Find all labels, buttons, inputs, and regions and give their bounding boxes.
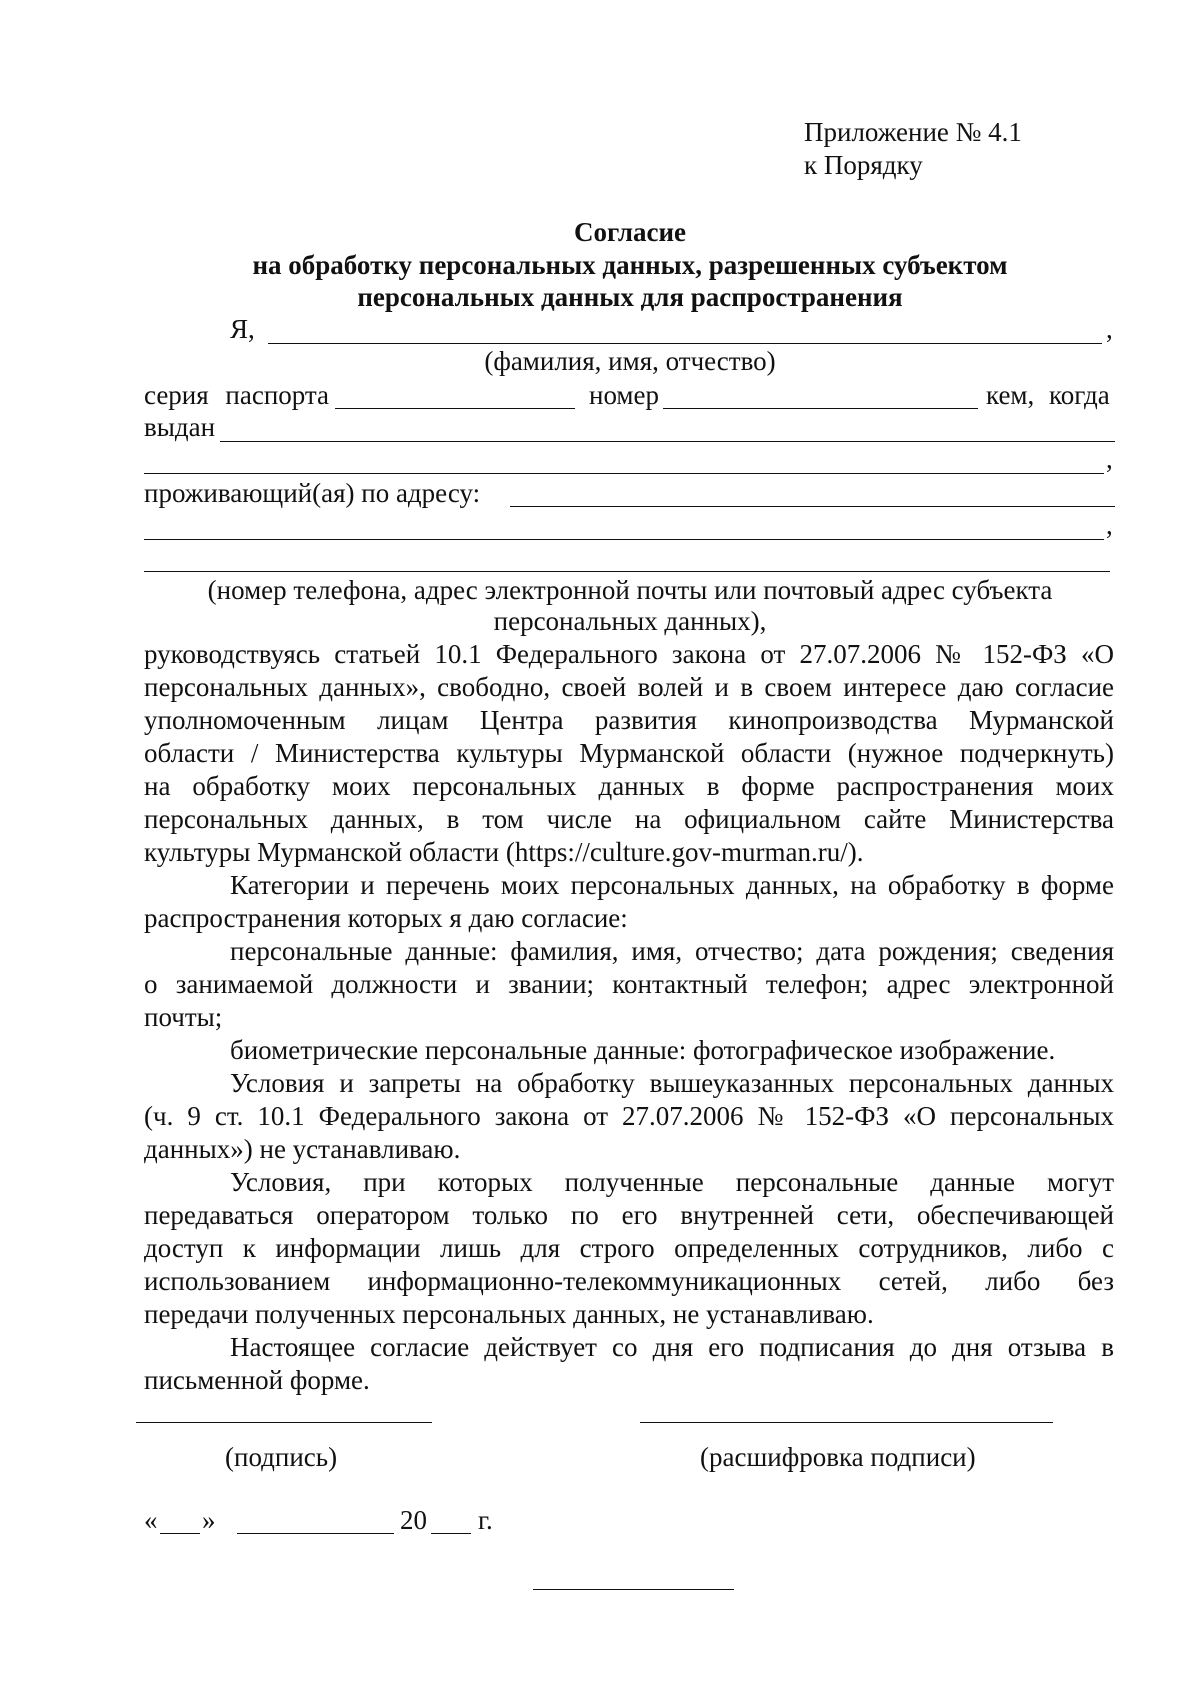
document-subtitle-line-1: на обработку персональных данных, разрешенных субъектом — [252, 250, 1008, 280]
contact-caption-line-2: персональных данных), — [493, 606, 767, 636]
signature-decoding-field[interactable] — [640, 1422, 1053, 1423]
document-subtitle-line-2: персональных данных для распространения — [357, 282, 903, 312]
passport-number-label: номер — [589, 380, 660, 410]
paragraph-line: Условия, при которых полученные персональные данные могут — [230, 1167, 1114, 1197]
issued-by-label: кем, когда — [986, 380, 1110, 410]
paragraph-line: данных») не устанавливаю. — [144, 1134, 461, 1164]
signature-field[interactable] — [136, 1422, 432, 1423]
paragraph-line: уполномоченным лицам Центра развития кинопроизводства Мурманской — [144, 705, 1114, 735]
issued-by-field-2[interactable] — [144, 473, 1104, 474]
paragraph-line: области / Министерства культуры Мурманской области (нужное подчеркнуть) — [144, 738, 1114, 768]
footer-separator — [533, 1589, 734, 1590]
paragraph-line: персональные данные: фамилия, имя, отчество; дата рождения; сведения — [230, 936, 1114, 966]
paragraph-line: биометрические персональные данные: фотографическое изображение. — [230, 1035, 1056, 1065]
document-title: Согласие — [573, 217, 687, 247]
date-close-quote: » — [202, 1505, 216, 1535]
signature-caption: (подпись) — [225, 1442, 338, 1472]
paragraph-line: персональных данных, в том числе на официальном сайте Министерства — [144, 804, 1114, 834]
address-field[interactable] — [510, 506, 1115, 507]
paragraph-line: Категории и перечень моих персональных данных, на обработку в форме — [230, 870, 1114, 900]
address-label: проживающий(ая) по адресу: — [144, 478, 481, 508]
address-comma: , — [1106, 510, 1113, 540]
date-open-quote: « — [144, 1505, 158, 1535]
paragraph-line: (ч. 9 ст. 10.1 Федерального закона от 27.07.2006 № 152-ФЗ «О персональных — [144, 1101, 1114, 1131]
fio-comma: , — [1106, 314, 1113, 344]
paragraph-line: культуры Мурманской области (https://culture.gov-murman.ru/). — [144, 837, 864, 867]
paragraph-line: письменной форме. — [144, 1365, 370, 1395]
contact-field[interactable] — [144, 571, 1110, 572]
appendix-reference: к Порядку — [804, 150, 923, 180]
paragraph-line: Настоящее согласие действует со дня его подписания до дня отзыва в — [230, 1332, 1114, 1362]
fio-field[interactable] — [268, 343, 1102, 344]
date-year-field[interactable] — [431, 1533, 471, 1534]
address-field-2[interactable] — [144, 539, 1104, 540]
paragraph-line: почты; — [144, 1002, 223, 1032]
paragraph-line: передачи полученных персональных данных, не устанавливаю. — [144, 1299, 874, 1329]
paragraph-line: распространения которых я даю согласие: — [144, 903, 628, 933]
paragraph-line: о занимаемой должности и звании; контактный телефон; адрес электронной — [144, 969, 1114, 999]
paragraph-line: руководствуясь статьей 10.1 Федерального закона от 27.07.2006 № 152-ФЗ «О — [144, 639, 1114, 669]
date-year-prefix: 20 — [400, 1505, 427, 1535]
appendix-number: Приложение № 4.1 — [804, 117, 1022, 147]
paragraph-line: передаваться оператором только по его внутренней сети, обеспечивающей — [144, 1200, 1114, 1230]
paragraph-line: персональных данных», свободно, своей волей и в своем интересе даю согласие — [144, 672, 1114, 702]
ya-label: Я, — [230, 314, 255, 344]
passport-series-label: серия паспорта — [144, 380, 330, 410]
paragraph-line: Условия и запреты на обработку вышеуказанных персональных данных — [230, 1068, 1114, 1098]
fio-caption: (фамилия, имя, отчество) — [484, 346, 776, 376]
date-day-field[interactable] — [160, 1533, 200, 1534]
paragraph-line: на обработку моих персональных данных в форме распространения моих — [144, 771, 1114, 801]
passport-number-field[interactable] — [663, 408, 978, 409]
issued-by-field[interactable] — [220, 441, 1115, 442]
date-month-field[interactable] — [237, 1533, 394, 1534]
passport-series-field[interactable] — [335, 408, 575, 409]
contact-caption-line-1: (номер телефона, адрес электронной почты или почтовый адрес субъекта — [207, 575, 1053, 605]
date-year-suffix: г. — [478, 1505, 493, 1535]
paragraph-line: доступ к информации лишь для строго определенных сотрудников, либо с — [144, 1233, 1114, 1263]
signature-decoding-caption: (расшифровка подписи) — [700, 1442, 976, 1472]
paragraph-line: использованием информационно-телекоммуникационных сетей, либо без — [144, 1266, 1114, 1296]
issued-by-comma: , — [1106, 444, 1113, 474]
issued-by-label-2: выдан — [144, 412, 216, 442]
